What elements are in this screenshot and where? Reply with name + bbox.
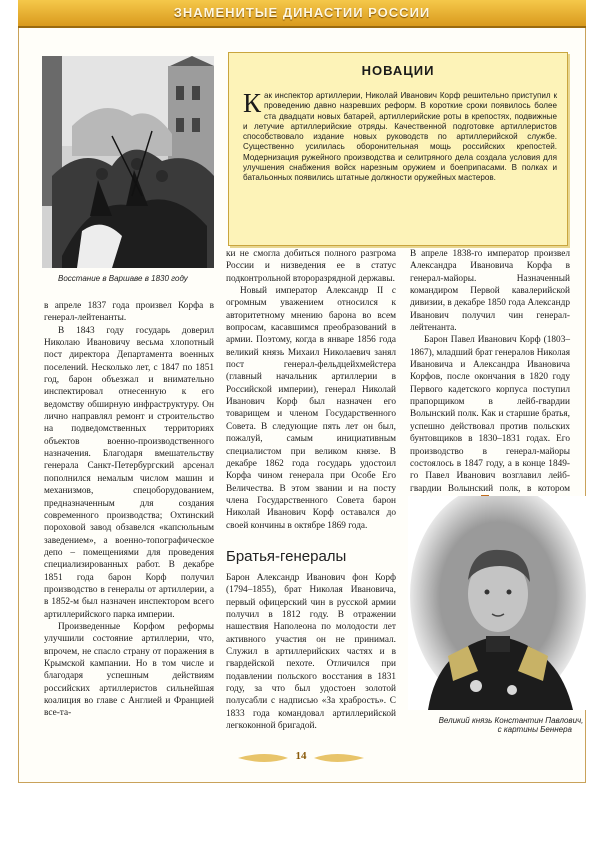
col3-paragraph-2-text: Барон Павел Иванович Корф (1803–1867), младший брат генералов Николая Ивановича и Александра Ивановича Корфов, после окончания в 1820 году Первого кадетского корпуса поступил прапорщиком в лейб-гвардии Волынский полк. Как и старшие братья, успешно действовал против польских бунтовщиков в 1830–1831 годах. Его производство в генерал-майоры состоялось в 1847 году, а в конце 1849-го Павел Иванович возглавил лейб-гвардии Волынский полк, в котором (410, 335, 570, 494)
article-column-2-lower (226, 572, 396, 732)
article-column-2 (226, 248, 396, 532)
sidebar-title: НОВАЦИИ (361, 63, 435, 78)
engraving-caption: Восстание в Варшаве в 1830 году (58, 274, 188, 283)
article-column-1 (44, 300, 214, 720)
sidebar-box-novations (228, 52, 568, 246)
portrait-caption (436, 716, 586, 734)
sidebar-text: ак инспектор артиллерии, Николай Иванович Корф решительно приступил к проведению давно назревших реформ. В короткие сроки появилось более ста двадцати новых батарей, артиллерийские роты в крепостях, подвижные и летучие артиллерийские отряды. Качественной подготовке артиллеристов способствовало издание новых руководств по артиллерийской службе. Существенно усилилась оборонительная мощь российских крепостей. Модернизация ружейного производства и селитряного дела создала условия для улучшения снабжения войск нарезным оружием и боеприпасами. В полках и батальонных появились штатные должности оружейных мастеров. (243, 91, 557, 183)
col1-paragraph-3: Произведенные Корфом реформы улучшили состояние артиллерии, что, впрочем, не спасло страну от поражения в Крымской кампании. Но в том числе и благодаря успешным действиям российских артиллеристов сильнейшая коалиция во главе с Англией и Францией все-та- (44, 621, 214, 719)
col1-paragraph-2: В 1843 году государь доверил Николаю Ивановичу весьма хлопотный пост директора Департамента военных поселений. Несколько лет, с 1847 по 1851 год, барон объезжал и внимательно инспектировал отнесенную к его ведомству обширную инфраструктуру. Он лично направлял ремонт и строительство на подведомственных территориях объектов военно-производственного назначения. Благодаря вмешательству генерала Санкт-Петербургский арсенал пополнился немалым числом машин и механизмов, спецоборудованием, предназначенным для создания современного производства; Охтинский пороховой завод обзавелся «капсюльным заведением», а военно-топографическое депо – помещениями для проведения специализированных работ. В декабре 1851 года барон Корф получил производство в генералы от артиллерии, а в 1852-м был назначен инспектором всего артиллерийского парка империи. (44, 325, 214, 620)
col2-paragraph-2: Новый император Александр II с огромным уважением относился к авторитетному мнению барона во всем вопросам, касавшимся преобразований в армии. Поэтому, когда в январе 1856 года великий князь Михаил Николаевич занял пост генерал-фельдцейхмейстера (главный начальник артиллерии в Российской империи), генерал Николай Иванович Корф был назначен его товарищем и членом Государственного Совета. В следующие пять лет он был, пожалуй, самым инициативным специалистом при великом князе. В декабре 1862 года государь удостоил Корфа чином генерала при Особе Его Величества. В этом звании и на посту члена Государственного Совета барон Николай Иванович Корф оставался до своей кончины в октябре 1869 года. (226, 286, 396, 531)
col2-paragraph-3: Барон Александр Иванович фон Корф (1794–1855), брат Николая Ивановича, первый офицерский чин в русской армии получил в 1812 году. В отражении нашествия Наполеона по молодости лет активного участия он не принимал. Служил в артиллерийских частях и в гвардейской пехоте. Отличился при подавлении польского восстания в 1831 году, за что был удостоен золотой полусабли с надписью «За храбрость». С 1833 года командовал артиллерийской легкоконной бригадой. (226, 573, 396, 732)
warsaw-uprising-engraving (42, 56, 214, 268)
article-column-3 (410, 248, 570, 507)
section-heading-brothers-generals: Братья-генералы (226, 548, 347, 565)
header-title: ЗНАМЕНИТЫЕ ДИНАСТИИ РОССИИ (173, 5, 431, 20)
col3-paragraph-2 (410, 334, 570, 507)
portrait-caption-line-1: Великий князь Константин Павлович, (438, 716, 584, 725)
portrait-caption-line-2: с картины Беннера (497, 725, 572, 734)
col2-paragraph-1: ки не смогла добиться полного разгрома России и низведения ее в статус подконтрольной второразрядной державы. (226, 249, 396, 284)
col1-paragraph-1: в апреле 1837 года произвел Корфа в генерал-лейтенанты. (44, 301, 214, 324)
sidebar-text-block (243, 88, 557, 184)
grand-duke-portrait (408, 496, 588, 710)
page-number-ornament (236, 748, 366, 768)
col3-paragraph-1: В апреле 1838-го император произвел Александра Ивановича Корфа в генерал-майоры. Назначенный командиром Первой кавалерийской дивизии, в декабре 1850 года Александр Иванович получил чин генерал-лейтенанта. (410, 249, 570, 334)
page-number: 14 (295, 750, 307, 762)
sidebar-dropcap: К (243, 88, 262, 118)
page-header (18, 0, 586, 28)
